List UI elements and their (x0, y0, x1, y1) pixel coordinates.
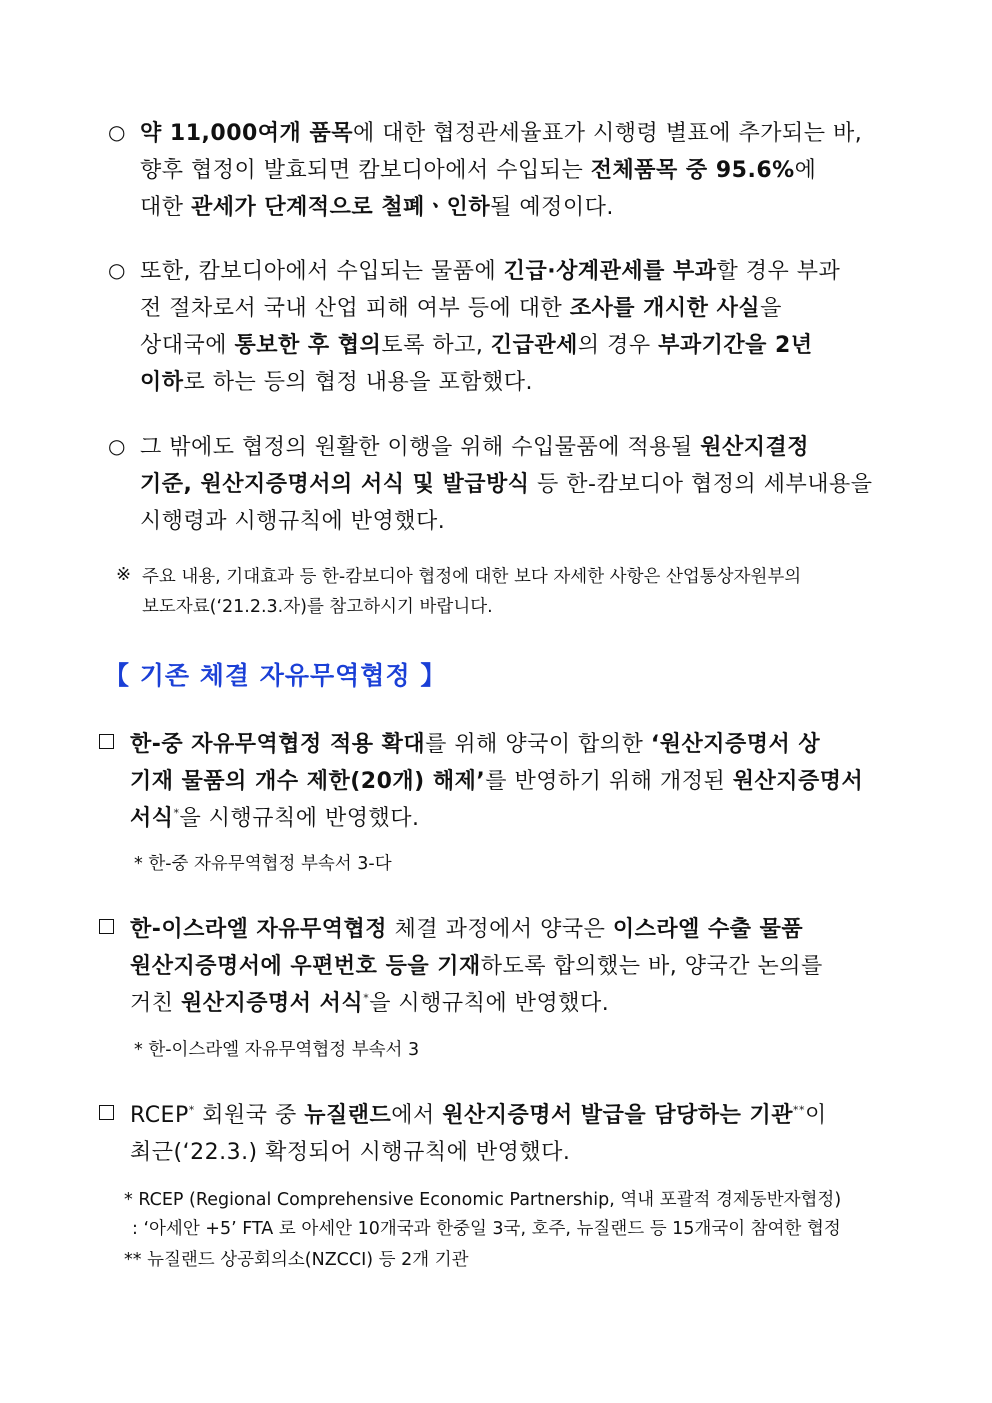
s3-line-2: 최근(‘22.3.) 확정되어 시행규칙에 반영했다. (130, 1140, 571, 1165)
footnote-marker: * (188, 1103, 195, 1117)
p2-line-3 (140, 328, 813, 359)
p2-line-1 (140, 254, 840, 285)
bold-text: 부과기간을 2년 (658, 333, 813, 358)
p3-line-2 (140, 467, 872, 498)
p1-line-2 (140, 153, 816, 184)
text: 를 반영하기 위해 개정된 (485, 769, 733, 794)
bold-text: 이하 (140, 370, 184, 395)
s2-footnote: * 한-이스라엘 자유무역협정 부속서 3 (134, 1040, 420, 1060)
text: 상대국에 (140, 333, 235, 358)
s3-line-1 (130, 1098, 827, 1129)
circle-bullet: ○ (108, 258, 126, 282)
footnote-marker: * (173, 806, 180, 820)
text: 될 예정이다. (490, 195, 614, 220)
bold-text: 한-중 자유무역협정 적용 확대 (130, 732, 426, 757)
s3-footnote-1: * RCEP (Regional Comprehensive Economic Partnership, 역내 포괄적 경제동반자협정) (124, 1190, 842, 1210)
bold-text: 원산지증명서에 우편번호 등을 기재 (130, 954, 481, 979)
text: 그 밖에도 협정의 원활한 이행을 위해 수입물품에 적용될 (140, 435, 701, 460)
p2-line-2 (140, 291, 782, 322)
s1-line-1 (130, 727, 820, 758)
p1-line-1 (140, 116, 862, 147)
text: 의 경우 (577, 333, 659, 358)
bold-text: 조사를 개시한 사실 (569, 296, 761, 321)
bold-text: 이스라엘 수출 물품 (612, 917, 804, 942)
text: 하도록 합의했는 바, 양국간 논의를 (480, 954, 823, 979)
text: 향후 협정이 발효되면 캄보디아에서 수입되는 (140, 158, 591, 183)
text: 대한 (140, 195, 191, 220)
bold-text: ‘원산지증명서 상 (650, 732, 821, 757)
bold-text: 통보한 후 협의 (234, 333, 382, 358)
text: 에서 (391, 1103, 443, 1128)
bold-text: 한-이스라엘 자유무역협정 (130, 917, 388, 942)
p3-line-1 (140, 430, 809, 461)
text: 거친 (130, 991, 181, 1016)
text: 할 경우 부과 (716, 259, 841, 284)
text: 전 절차로서 국내 산업 피해 여부 등에 대한 (140, 296, 570, 321)
note-mark: ※ (116, 564, 132, 585)
bold-text: 긴급·상계관세를 부과 (503, 259, 717, 284)
note-line-2: 보도자료(‘21.2.3.자)를 참고하시기 바랍니다. (142, 597, 493, 617)
square-bullet (99, 1105, 114, 1120)
bold-text: 전체품목 중 95.6% (590, 158, 795, 183)
s2-line-3 (130, 986, 609, 1017)
footnote-marker: ** (793, 1103, 805, 1117)
circle-bullet: ○ (108, 120, 126, 144)
p3-line-3: 시행령과 시행규칙에 반영했다. (140, 509, 446, 534)
s1-footnote: * 한-중 자유무역협정 부속서 3-다 (134, 854, 392, 874)
text: 에 대한 협정관세율표가 시행령 별표에 추가되는 바, (352, 121, 863, 146)
section-heading: 【 기존 체결 자유무역협정 】 (104, 661, 447, 690)
p2-line-4 (140, 365, 533, 396)
text: 이 (805, 1103, 827, 1128)
text: 또한, 캄보디아에서 수입되는 물품에 (140, 259, 504, 284)
text: 을 시행규칙에 반영했다. (179, 806, 420, 831)
text: 체결 과정에서 양국은 (387, 917, 613, 942)
bold-text: 뉴질랜드 (304, 1103, 392, 1128)
square-bullet (99, 734, 114, 749)
bold-text: 원산지증명서 발급을 담당하는 기관 (442, 1103, 793, 1128)
bold-text: 긴급관세 (490, 333, 578, 358)
s1-line-3 (130, 801, 420, 832)
text: 등 한-캄보디아 협정의 세부내용을 (529, 472, 873, 497)
square-bullet (99, 919, 114, 934)
text: RCEP (130, 1103, 189, 1128)
s1-line-2 (130, 764, 863, 795)
bold-text: 원산지증명서 서식 (181, 991, 364, 1016)
text: 을 (760, 296, 782, 321)
footnote-marker: * (363, 991, 370, 1005)
bold-text: 약 11,000여개 품목 (140, 121, 353, 146)
bold-text: 기재 물품의 개수 제한(20개) 해제’ (130, 769, 486, 794)
p1-line-3 (140, 190, 614, 221)
bold-text: 관세가 단계적으로 철폐ㆍ인하 (191, 195, 491, 220)
text: 을 시행규칙에 반영했다. (369, 991, 610, 1016)
bold-text: 원산지결정 (700, 435, 810, 460)
bold-text: 기준, 원산지증명서의 서식 및 발급방식 (140, 472, 530, 497)
s2-line-1 (130, 912, 803, 943)
bold-text: 원산지증명서 (732, 769, 864, 794)
s3-footnote-3: ** 뉴질랜드 상공회의소(NZCCI) 등 2개 기관 (124, 1250, 469, 1270)
s2-line-2 (130, 949, 823, 980)
s3-footnote-2: : ‘아세안 +5’ FTA 로 아세안 10개국과 한중일 3국, 호주, 뉴질랜드 등 15개국이 참여한 협정 (132, 1219, 841, 1239)
text: 토록 하고, (381, 333, 491, 358)
text: 에 (794, 158, 817, 183)
bold-text: 서식 (130, 806, 174, 831)
text: 를 위해 양국이 합의한 (425, 732, 651, 757)
text: 회원국 중 (194, 1103, 305, 1128)
note-line-1: 주요 내용, 기대효과 등 한-캄보디아 협정에 대한 보다 자세한 사항은 산업통상자원부의 (142, 567, 802, 587)
circle-bullet: ○ (108, 434, 126, 458)
text: 로 하는 등의 협정 내용을 포함했다. (183, 370, 534, 395)
